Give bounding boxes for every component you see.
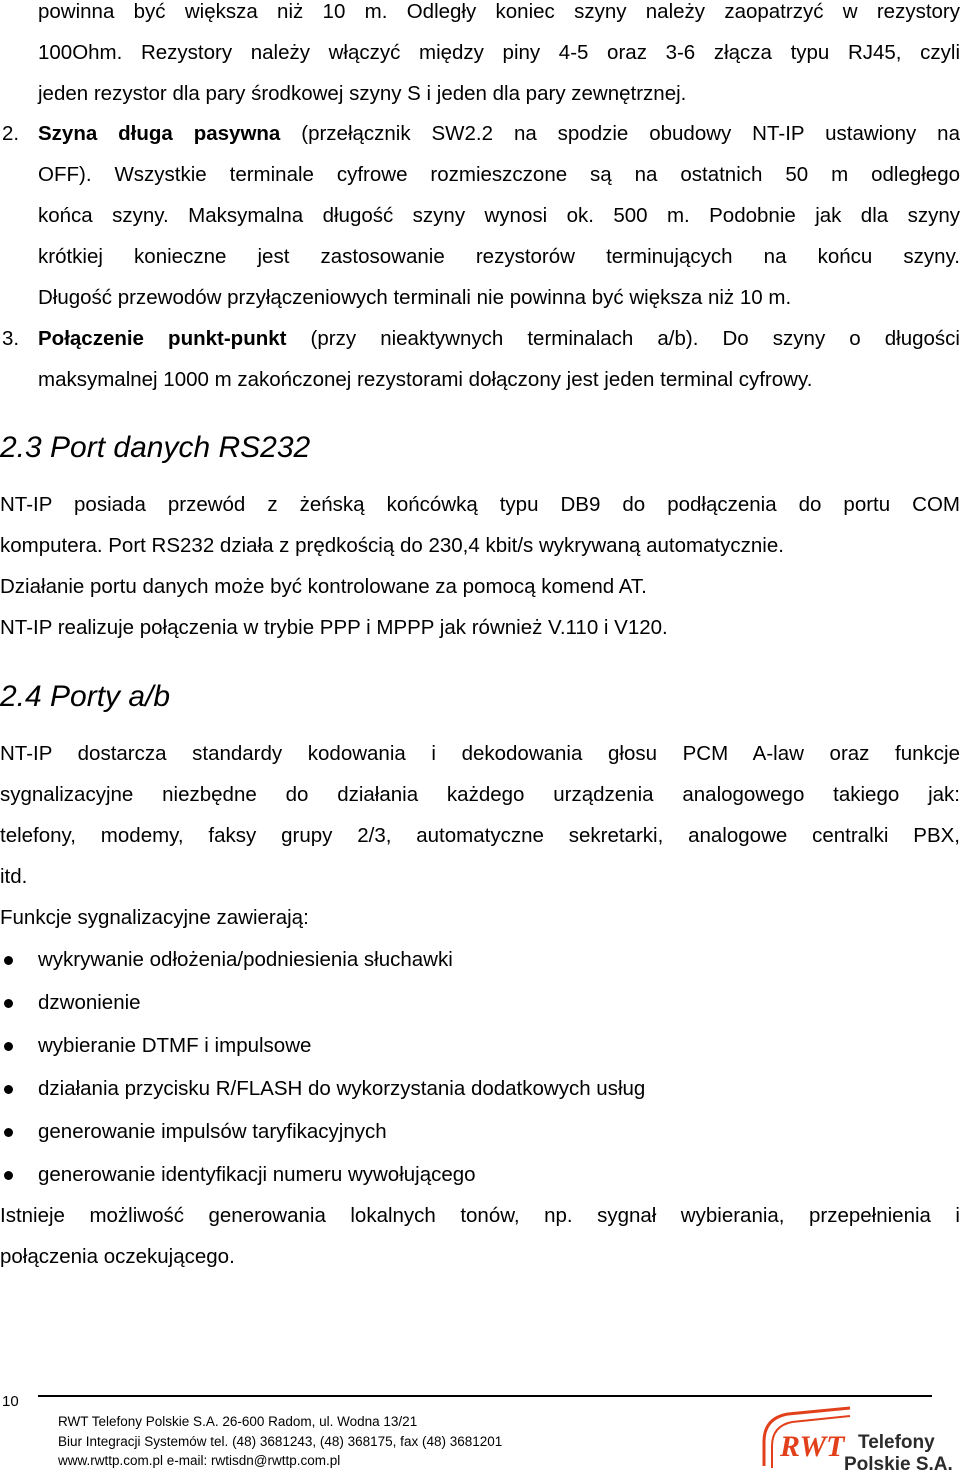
body-line: NT-IP posiada przewód z żeńską końcówką typu DB9 do podłączenia do portu COM (0, 493, 960, 516)
list-item (0, 1163, 960, 1189)
body-line: końca szyny. Maksymalna długość szyny wynosi ok. 500 m. Podobnie jak dla szyny (38, 204, 960, 227)
logo-text-polskie: Polskie S.A. (844, 1454, 953, 1474)
body-line: komputera. Port RS232 działa z prędkością do 230,4 kbit/s wykrywaną automatycznie. (0, 534, 784, 557)
logo-mark-icon (764, 1408, 850, 1468)
body-line: powinna być większa niż 10 m. Odległy koniec szyny należy zaopatrzyć w rezystory (38, 0, 960, 23)
list-item-text (38, 122, 960, 146)
list-item-text: generowanie identyfikacji numeru wywołującego (38, 1163, 476, 1186)
body-line: NT-IP dostarcza standardy kodowania i dekodowania głosu PCM A-law oraz funkcje (0, 742, 960, 765)
body-line: itd. (0, 865, 28, 888)
list-number: 2. (2, 122, 20, 145)
list-item-text: generowanie impulsów taryfikacyjnych (38, 1120, 387, 1143)
body-line: OFF). Wszystkie terminale cyfrowe rozmieszczone są na ostatnich 50 m odległego (38, 163, 960, 186)
body-line: Działanie portu danych może być kontrolowane za pomocą komend AT. (0, 575, 647, 598)
logo-text-telefony: Telefony (858, 1432, 935, 1453)
logo-mark-text: RWT (780, 1430, 845, 1463)
company-logo (758, 1404, 958, 1474)
bullet-icon (4, 1042, 13, 1051)
section-heading-2-4: 2.4 Porty a/b (0, 680, 171, 713)
bullet-icon (4, 999, 13, 1008)
body-line: połączenia oczekującego. (0, 1245, 235, 1268)
list-item (0, 991, 960, 1017)
body-line: NT-IP realizuje połączenia w trybie PPP i MPPP jak również V.110 i V120. (0, 616, 668, 639)
footer-web-line: www.rwttp.com.pl e-mail: rwtisdn@rwttp.com.pl (58, 1453, 341, 1468)
list-number: 3. (2, 327, 20, 350)
list-item-text: wykrywanie odłożenia/podniesienia słuchawki (38, 948, 453, 971)
body-line: telefony, modemy, faksy grupy 2/3, automatyczne sekretarki, analogowe centralki PBX, (0, 824, 960, 847)
list-item-text: wybieranie DTMF i impulsowe (38, 1034, 312, 1057)
body-line: Istnieje możliwość generowania lokalnych tonów, np. sygnał wybierania, przepełnienia i (0, 1204, 960, 1227)
list-item (0, 948, 960, 974)
footer-contact-line: Biur Integracji Systemów tel. (48) 3681243, (48) 368175, fax (48) 3681201 (58, 1434, 503, 1449)
section-heading-2-3: 2.3 Port danych RS232 (0, 431, 311, 464)
list-item-rest: (przy nieaktywnych terminalach a/b). Do szyny o długości (286, 327, 960, 350)
list-item-text (38, 327, 960, 351)
page-number: 10 (2, 1393, 19, 1410)
body-line: sygnalizacyjne niezbędne do działania każdego urządzenia analogowego takiego jak: (0, 783, 960, 806)
footer-divider (38, 1395, 932, 1397)
footer-company-line: RWT Telefony Polskie S.A. 26-600 Radom, ul. Wodna 13/21 (58, 1414, 418, 1429)
bullet-icon (4, 956, 13, 965)
list-item (0, 1077, 960, 1103)
list-item (0, 1034, 960, 1060)
bullet-icon (4, 1085, 13, 1094)
bullet-icon (4, 1128, 13, 1137)
list-item-text: działania przycisku R/FLASH do wykorzystania dodatkowych usług (38, 1077, 646, 1100)
list-item-text: dzwonienie (38, 991, 141, 1014)
list-item-rest: (przełącznik SW2.2 na spodzie obudowy NT-IP ustawiony na (280, 122, 960, 145)
body-line: krótkiej konieczne jest zastosowanie rezystorów terminujących na końcu szyny. (38, 245, 960, 268)
body-line: jeden rezystor dla pary środkowej szyny S i jeden dla pary zewnętrznej. (38, 82, 687, 105)
list-item (0, 1120, 960, 1146)
list-item-title: Połączenie punkt-punkt (38, 327, 287, 350)
body-line: maksymalnej 1000 m zakończonej rezystorami dołączony jest jeden terminal cyfrowy. (38, 368, 813, 391)
body-line: 100Ohm. Rezystory należy włączyć między piny 4-5 oraz 3-6 złącza typu RJ45, czyli (38, 41, 960, 64)
bullet-icon (4, 1171, 13, 1180)
list-item-title: Szyna długa pasywna (38, 122, 281, 145)
body-line: Długość przewodów przyłączeniowych terminali nie powinna być większa niż 10 m. (38, 286, 792, 309)
list-intro: Funkcje sygnalizacyjne zawierają: (0, 906, 309, 929)
